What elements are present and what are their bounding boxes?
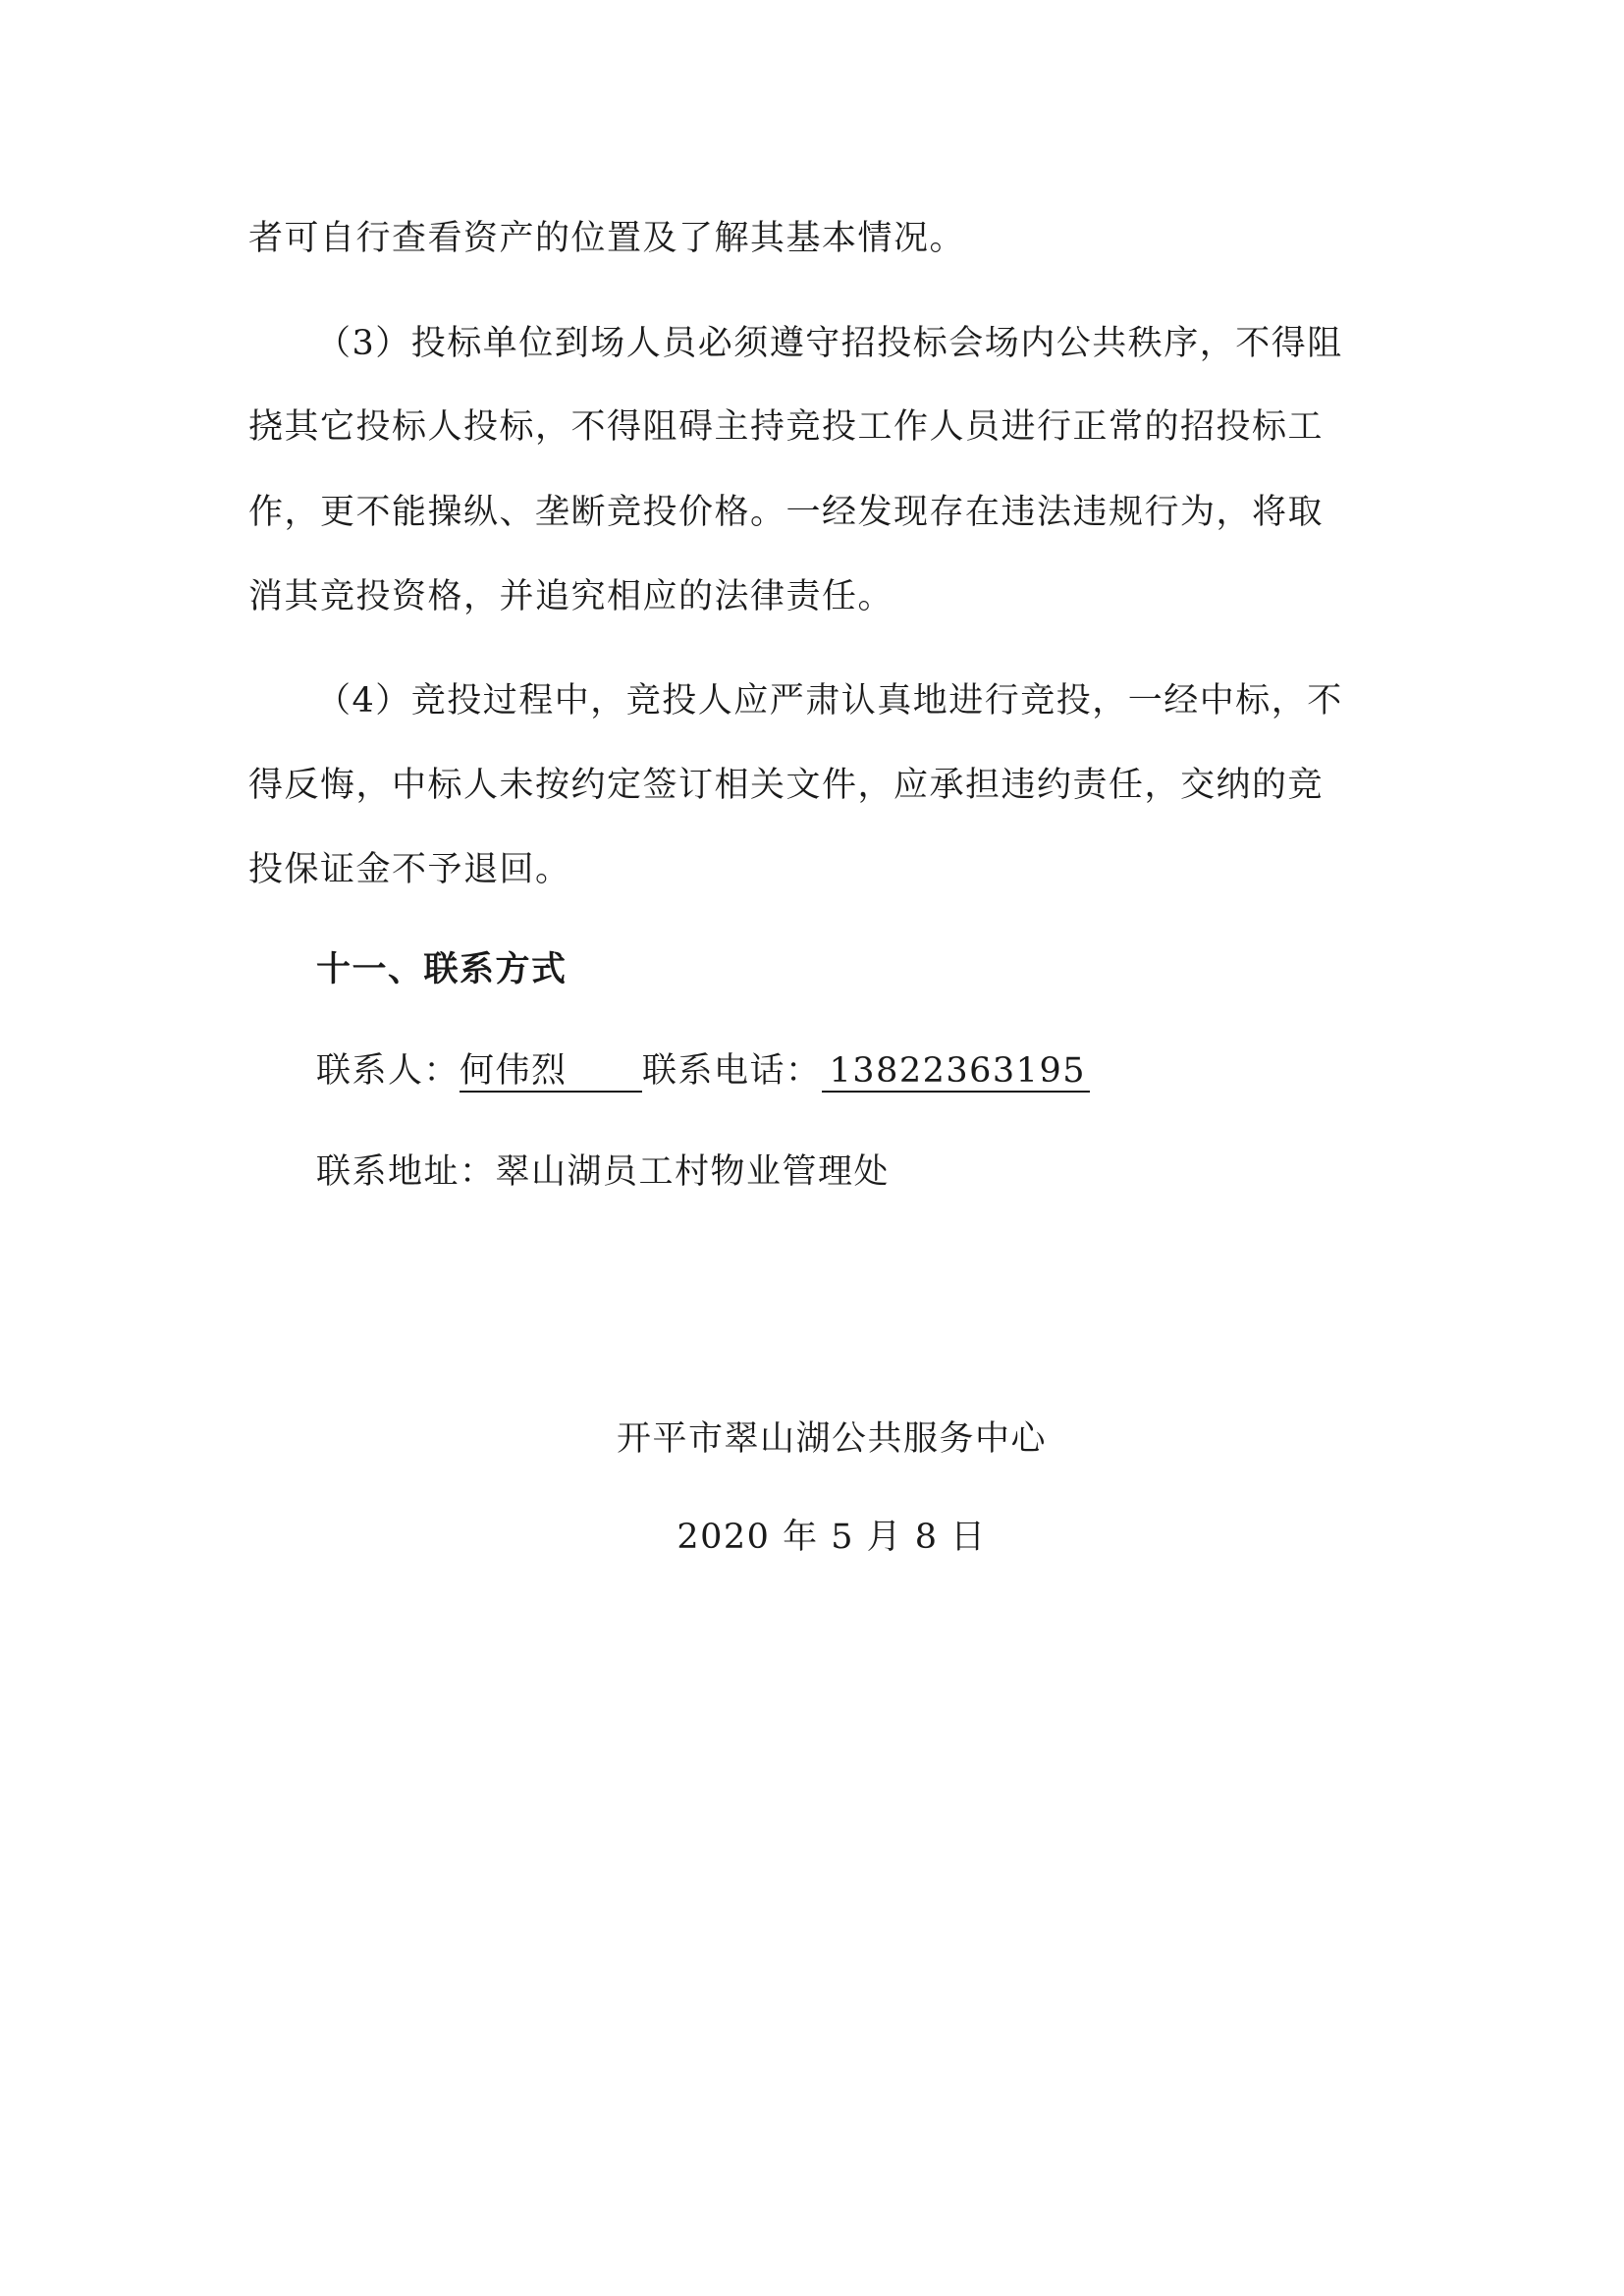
clause-3-line-1: （3）投标单位到场人员必须遵守招投标会场内公共秩序，不得阻 <box>316 324 1343 363</box>
section-heading-contact: 十一、联系方式 <box>316 950 568 989</box>
signature-date: 2020 年 5 月 8 日 <box>677 1518 987 1557</box>
contact-phone-label: 联系电话： <box>642 1051 822 1091</box>
signature-organization: 开平市翠山湖公共服务中心 <box>616 1419 1047 1459</box>
contact-person-line <box>316 1049 1090 1093</box>
paragraph-continuation: 者可自行查看资产的位置及了解其基本情况。 <box>248 219 966 258</box>
clause-4-line-2: 得反悔，中标人未按约定签订相关文件，应承担违约责任，交纳的竞 <box>248 766 1325 805</box>
contact-person-label: 联系人： <box>316 1051 460 1091</box>
clause-3-line-2: 挠其它投标人投标，不得阻碍主持竞投工作人员进行正常的招投标工 <box>248 407 1325 447</box>
clause-3-line-3: 作，更不能操纵、垄断竞投价格。一经发现存在违法违规行为，将取 <box>248 493 1325 532</box>
contact-address-value: 翠山湖员工村物业管理处 <box>495 1152 891 1192</box>
contact-address-label: 联系地址： <box>316 1152 496 1192</box>
clause-4-line-3: 投保证金不予退回。 <box>248 850 571 889</box>
contact-address-line <box>316 1150 890 1194</box>
contact-person-value: 何伟烈 <box>460 1051 642 1093</box>
contact-phone-value: 13822363195 <box>822 1051 1090 1093</box>
clause-3-line-4: 消其竞投资格，并追究相应的法律责任。 <box>248 577 894 616</box>
clause-4-line-1: （4）竞投过程中，竞投人应严肃认真地进行竞投，一经中标，不 <box>316 681 1343 721</box>
